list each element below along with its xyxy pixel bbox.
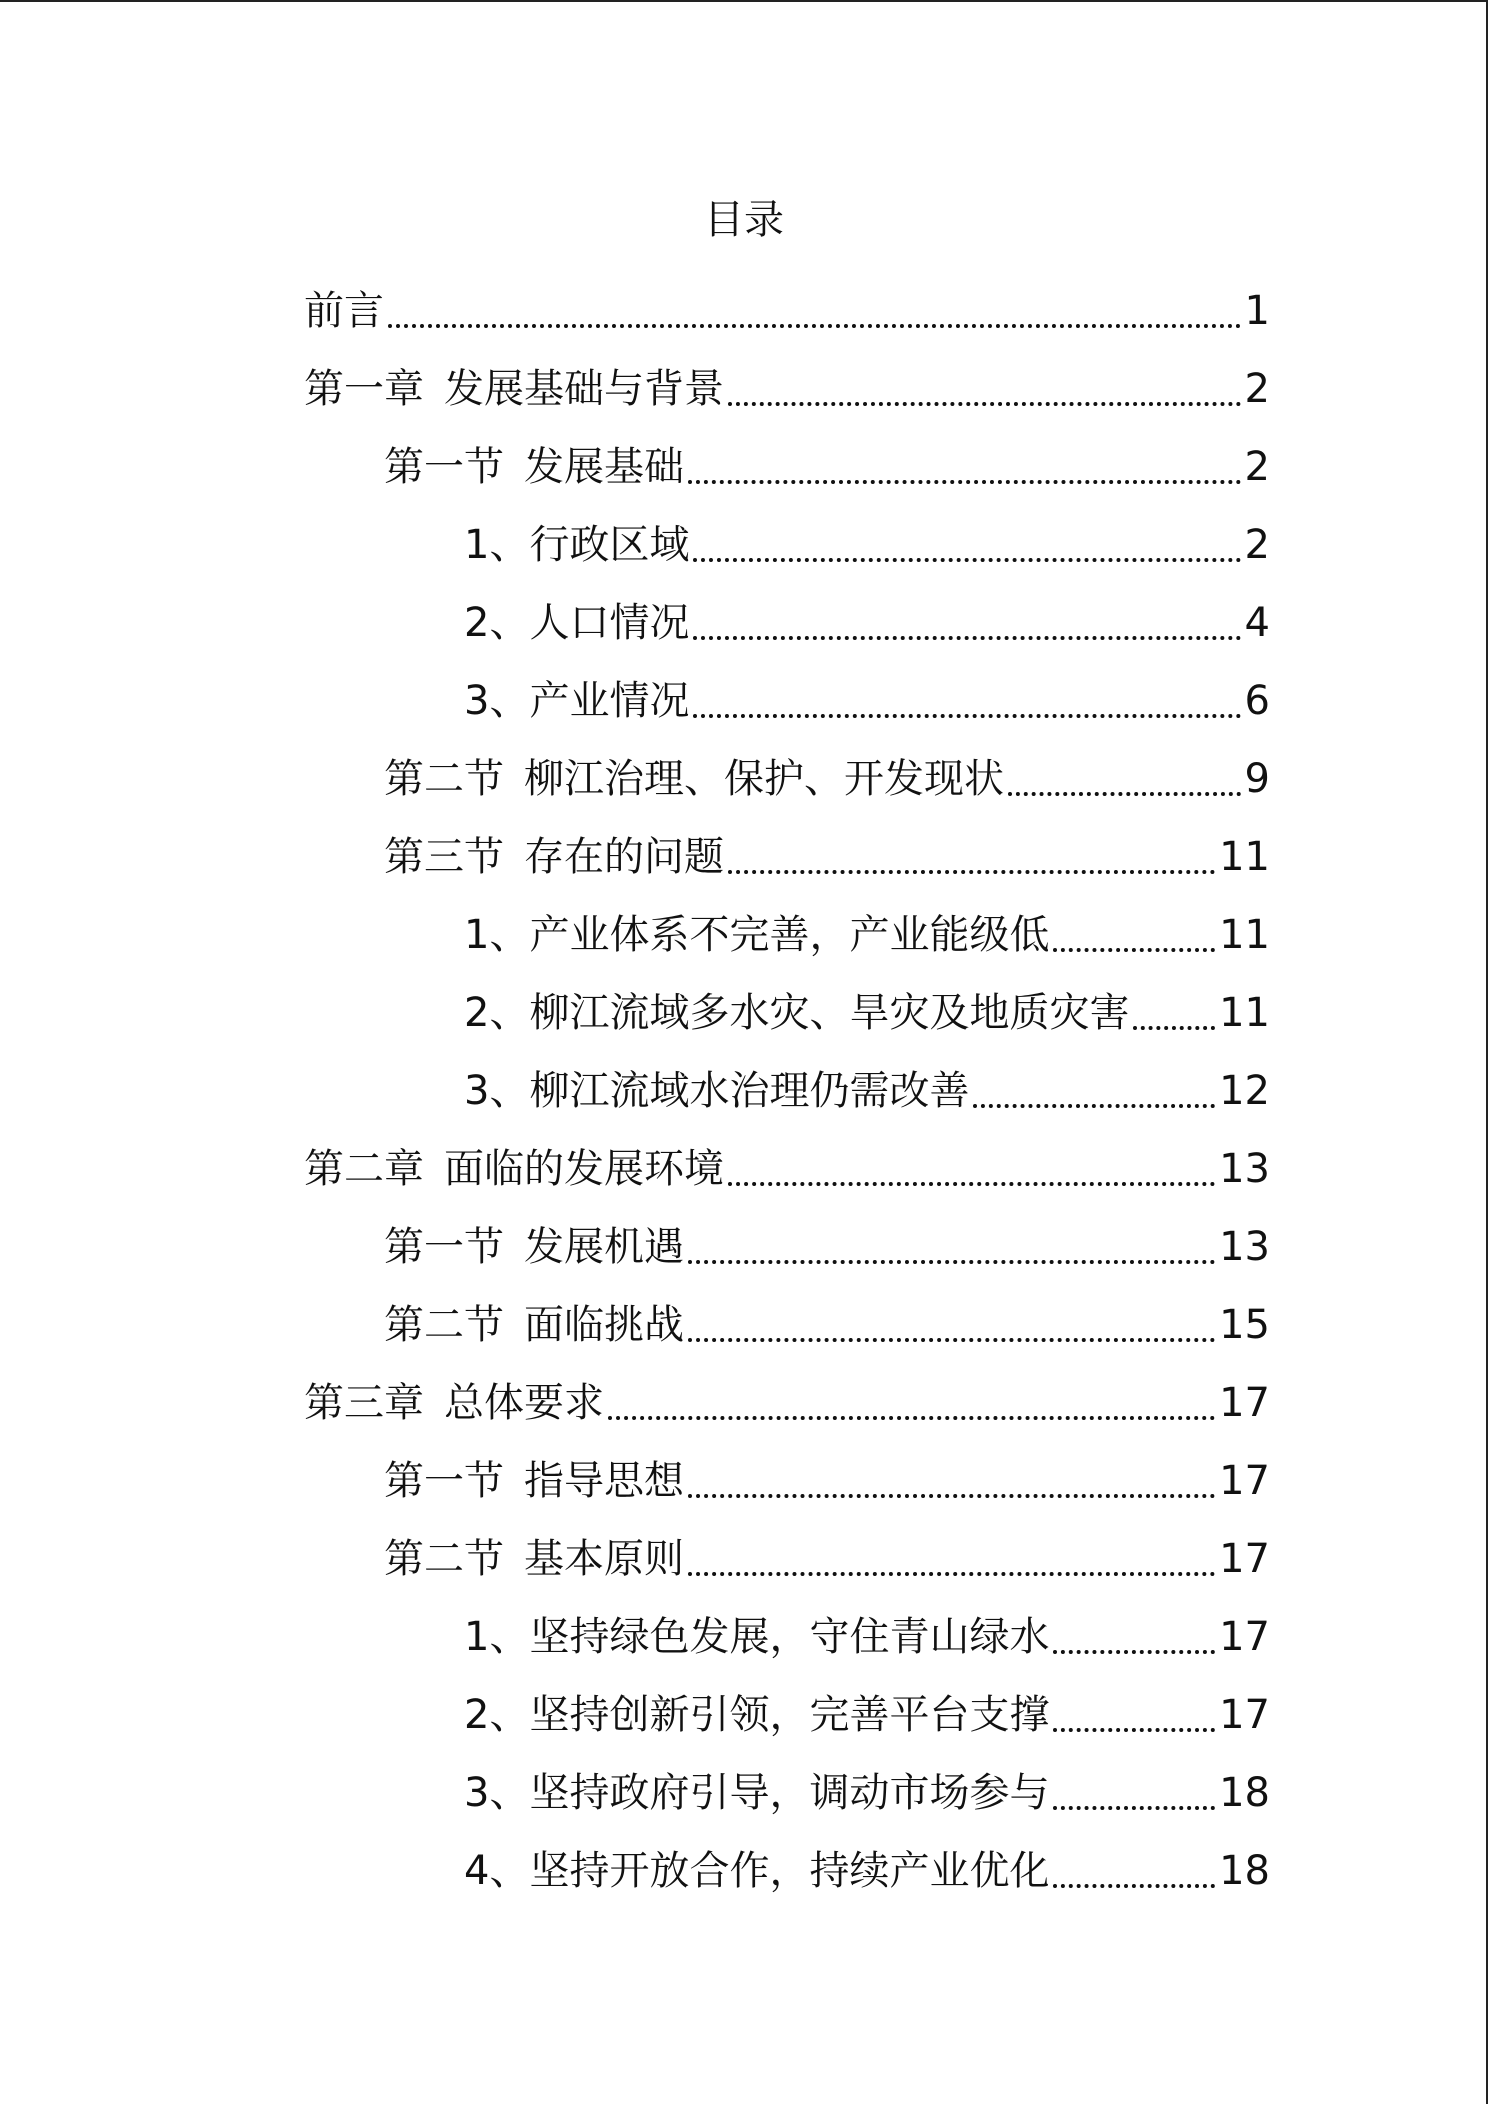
toc-entry-text: 发展基础 [524,444,684,490]
dot-leader [693,558,1240,562]
toc-entry[interactable] [304,974,1270,1052]
toc-entry-text: 3、产业情况 [464,678,690,724]
toc-entry-text: 总体要求 [444,1380,604,1426]
toc-entry-text: 存在的问题 [524,834,724,880]
toc-entry-text: 前言 [304,288,384,334]
toc-entry-text: 基本原则 [524,1536,684,1582]
toc-entry-number: 第一节 [384,1458,504,1504]
toc-entry-text: 2、坚持创新引领，完善平台支撑 [464,1692,1050,1738]
toc-entry-page-number: 17 [1219,1614,1270,1660]
toc-entry[interactable] [304,662,1270,740]
toc-entry-label [464,990,1130,1036]
dot-leader [688,1572,1215,1576]
toc-entry-label [464,1770,1050,1816]
dot-leader [693,636,1240,640]
toc-entry-text: 指导思想 [524,1458,684,1504]
dot-leader [973,1104,1215,1108]
toc-entry-page-number: 12 [1219,1068,1270,1114]
toc-entry-label [304,1146,724,1192]
toc-entry-label [384,1302,684,1348]
dot-leader [1133,1026,1215,1030]
toc-entry-label [304,288,384,334]
dot-leader [728,402,1241,406]
dot-leader [693,714,1240,718]
toc-entry[interactable] [304,740,1270,818]
toc-entry[interactable] [304,1442,1270,1520]
dot-leader [688,1260,1215,1264]
toc-entry-text: 面临的发展环境 [444,1146,724,1192]
toc-entry-text: 4、坚持开放合作，持续产业优化 [464,1848,1050,1894]
toc-entry-number: 第二节 [384,1302,504,1348]
toc-entry-page-number: 17 [1219,1692,1270,1738]
toc-entry[interactable] [304,428,1270,506]
toc-entry-text: 3、柳江流域水治理仍需改善 [464,1068,970,1114]
toc-entry-label [464,522,690,568]
toc-entry[interactable] [304,1208,1270,1286]
toc-entry-text: 发展基础与背景 [444,366,724,412]
toc-entry-label [304,366,724,412]
toc-entry-page-number: 2 [1244,522,1270,568]
toc-entry[interactable] [304,350,1270,428]
toc-entry-number: 第一章 [304,366,424,412]
toc-entry-label [464,1692,1050,1738]
dot-leader [1053,948,1215,952]
toc-entry-page-number: 2 [1244,366,1270,412]
toc-entry[interactable] [304,1286,1270,1364]
toc-entry[interactable] [304,1676,1270,1754]
toc-entry[interactable] [304,1130,1270,1208]
dot-leader [688,1338,1215,1342]
toc-entry[interactable] [304,1832,1270,1910]
toc-entry-number: 第二节 [384,1536,504,1582]
dot-leader [1008,792,1241,796]
toc-entry-label [384,444,684,490]
toc-entry-text: 发展机遇 [524,1224,684,1270]
toc-entry[interactable] [304,1520,1270,1598]
toc-entry-label [464,678,690,724]
toc-entry-number: 第一节 [384,1224,504,1270]
dot-leader [1053,1728,1215,1732]
dot-leader [728,870,1215,874]
toc-entry[interactable] [304,272,1270,350]
toc-entry-text: 2、人口情况 [464,600,690,646]
toc-entry-page-number: 4 [1244,600,1270,646]
toc-entry-page-number: 17 [1219,1458,1270,1504]
toc-entry-label [464,1614,1050,1660]
dot-leader [1053,1884,1215,1888]
dot-leader [688,1494,1215,1498]
toc-entry-page-number: 1 [1244,288,1270,334]
toc-title: 目录 [704,197,784,243]
toc-entry-text: 3、坚持政府引导，调动市场参与 [464,1770,1050,1816]
toc-entry-page-number: 17 [1219,1536,1270,1582]
toc-entry-text: 1、行政区域 [464,522,690,568]
toc-entry-label [304,1380,604,1426]
toc-entry-text: 面临挑战 [524,1302,684,1348]
dot-leader [1053,1806,1215,1810]
toc-entry-page-number: 9 [1244,756,1270,802]
toc-entry[interactable] [304,1598,1270,1676]
dot-leader [1053,1650,1215,1654]
toc-entry-page-number: 15 [1219,1302,1270,1348]
toc-entry-label [464,912,1050,958]
toc-entry[interactable] [304,1754,1270,1832]
dot-leader [688,480,1241,484]
toc-entry-page-number: 18 [1219,1770,1270,1816]
table-of-contents [304,272,1270,1910]
toc-entry-page-number: 18 [1219,1848,1270,1894]
toc-entry-label [384,1536,684,1582]
toc-entry[interactable] [304,818,1270,896]
toc-entry-text: 柳江治理、保护、开发现状 [524,756,1004,802]
toc-entry[interactable] [304,1052,1270,1130]
toc-entry[interactable] [304,1364,1270,1442]
toc-entry-number: 第一节 [384,444,504,490]
dot-leader [608,1416,1215,1420]
toc-entry-page-number: 11 [1219,834,1270,880]
toc-entry-text: 1、坚持绿色发展，守住青山绿水 [464,1614,1050,1660]
toc-entry-page-number: 17 [1219,1380,1270,1426]
toc-entry-text: 1、产业体系不完善，产业能级低 [464,912,1050,958]
toc-entry-page-number: 13 [1219,1224,1270,1270]
toc-entry-number: 第三节 [384,834,504,880]
toc-entry-label [384,756,1004,802]
toc-entry[interactable] [304,896,1270,974]
toc-entry-number: 第二章 [304,1146,424,1192]
toc-entry-number: 第三章 [304,1380,424,1426]
toc-entry-label [464,1848,1050,1894]
toc-entry-page-number: 11 [1219,912,1270,958]
toc-entry-label [384,1458,684,1504]
toc-entry-label [464,1068,970,1114]
toc-entry[interactable] [304,506,1270,584]
dot-leader [728,1182,1215,1186]
toc-entry-page-number: 11 [1219,990,1270,1036]
toc-entry-text: 2、柳江流域多水灾、旱灾及地质灾害 [464,990,1130,1036]
toc-entry[interactable] [304,584,1270,662]
toc-entry-page-number: 6 [1244,678,1270,724]
toc-entry-page-number: 13 [1219,1146,1270,1192]
dot-leader [388,324,1241,328]
toc-entry-page-number: 2 [1244,444,1270,490]
toc-entry-label [384,1224,684,1270]
toc-entry-number: 第二节 [384,756,504,802]
toc-entry-label [464,600,690,646]
toc-entry-label [384,834,724,880]
